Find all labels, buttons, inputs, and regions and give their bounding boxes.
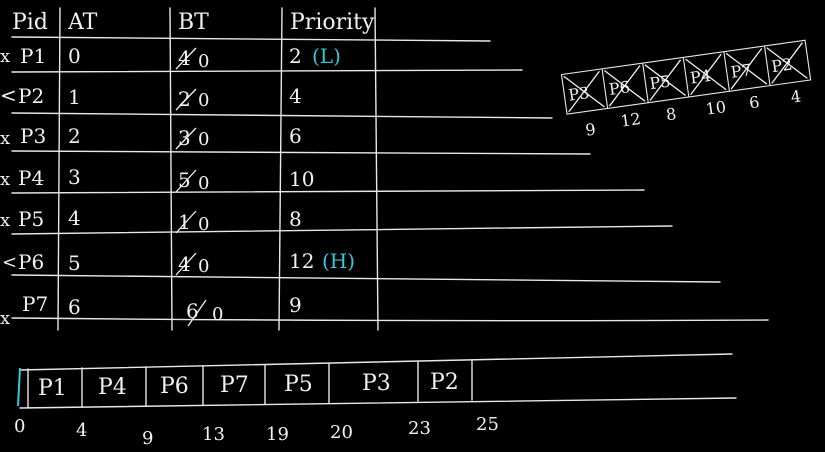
ready-queue-cell [563, 69, 607, 114]
queue-priority-label: 4 [789, 86, 803, 107]
completed-mark: < [0, 83, 17, 107]
ready-queue-cell [645, 57, 689, 102]
ready-queue-cell [767, 43, 808, 84]
cell-at: 3 [68, 165, 81, 189]
row-separator [12, 70, 522, 72]
cell-bt-remaining: 0 [198, 256, 210, 277]
completed-mark: x [0, 46, 11, 67]
queue-priority-label: 8 [664, 104, 678, 125]
cell-at: 1 [68, 85, 81, 109]
queue-priority-label: 12 [619, 109, 643, 131]
cell-bt-remaining: 0 [198, 51, 210, 72]
cell-bt: 5 [178, 168, 191, 192]
completed-mark: x [0, 169, 11, 190]
table-row [0, 83, 302, 111]
cell-pid: P3 [20, 124, 47, 148]
row-separator [12, 113, 552, 118]
ready-queue-cell [685, 52, 729, 97]
gantt-time-tick: 0 [14, 416, 26, 437]
gantt-time-tick: 13 [202, 424, 225, 445]
cell-at: 0 [68, 44, 81, 68]
gantt-time-tick: 23 [408, 418, 431, 439]
gantt-block-label: P2 [430, 370, 459, 395]
queue-divider [683, 57, 689, 97]
cell-pid: P2 [18, 84, 45, 108]
completed-mark: x [0, 128, 11, 149]
table-row [0, 124, 302, 150]
column-divider [170, 8, 172, 330]
gantt-start-marker [18, 368, 20, 406]
queue-cell-label: P2 [770, 54, 794, 77]
row-separator [12, 151, 590, 154]
row-separator [12, 275, 720, 282]
header-pid: Pid [12, 10, 48, 35]
cell-pid: P1 [20, 44, 47, 68]
gantt-time-tick: 25 [476, 414, 499, 435]
queue-priority-label: 9 [584, 119, 597, 140]
queue-cell-label: P5 [648, 71, 672, 94]
completed-mark: < [2, 252, 18, 273]
gantt-time-tick: 9 [142, 428, 154, 449]
queue-priority-label: 10 [704, 97, 728, 119]
cell-priority: 12 [289, 249, 315, 273]
gantt-time-tick: 4 [76, 420, 88, 441]
gantt-bottom-border [20, 398, 736, 408]
cell-priority: 2 [289, 44, 302, 68]
ready-queue [561, 40, 814, 142]
completed-mark: x [0, 210, 11, 231]
ready-queue-cell [726, 46, 770, 91]
queue-divider [764, 46, 770, 86]
cell-at: 4 [68, 206, 81, 230]
gantt-time-tick: 19 [266, 424, 289, 445]
cell-bt: 3 [178, 126, 191, 150]
cell-pid: P5 [18, 207, 45, 231]
cell-pid: P6 [18, 250, 45, 274]
cell-priority-note: (L) [312, 44, 341, 68]
table-row [0, 292, 302, 329]
gantt-chart [14, 354, 736, 449]
cell-bt-remaining: 0 [212, 304, 224, 325]
completed-mark: x [0, 308, 11, 329]
cell-pid: P4 [18, 166, 45, 190]
column-divider [375, 8, 378, 330]
column-divider [279, 8, 282, 330]
queue-divider [643, 63, 649, 103]
cell-priority: 10 [289, 167, 315, 191]
header-priority: Priority [290, 10, 375, 35]
cell-at: 5 [68, 251, 81, 275]
row-separator [12, 190, 644, 193]
cell-bt: 1 [178, 210, 191, 234]
queue-cell-label: P7 [729, 60, 753, 82]
cell-priority: 9 [289, 293, 302, 317]
gantt-block-label: P5 [284, 372, 313, 397]
cell-bt-remaining: 0 [198, 90, 210, 111]
table-header [12, 10, 375, 35]
gantt-block-label: P4 [98, 375, 127, 400]
cell-at: 6 [68, 295, 81, 319]
cell-pid: P7 [22, 292, 49, 316]
queue-cell-label: P4 [688, 65, 713, 88]
gantt-block-label: P6 [160, 374, 189, 399]
cell-bt: 4 [178, 46, 191, 70]
row-separator [12, 226, 672, 234]
queue-cell-label: P3 [567, 82, 591, 105]
cell-priority: 8 [289, 207, 302, 231]
cell-bt-remaining: 0 [198, 214, 210, 235]
column-divider [58, 8, 60, 330]
cell-bt-remaining: 0 [198, 129, 210, 150]
table-row [2, 249, 355, 277]
header-at: AT [68, 10, 98, 35]
cell-priority: 6 [289, 124, 302, 148]
cell-bt: 2 [178, 87, 191, 111]
cell-at: 2 [68, 124, 81, 148]
cell-priority-note: (H) [322, 249, 356, 273]
cell-bt: 4 [178, 252, 191, 276]
gantt-block-label: P7 [220, 373, 249, 398]
queue-cell-label: P6 [607, 77, 632, 99]
header-bt: BT [178, 10, 209, 35]
queue-divider [724, 52, 730, 92]
queue-divider [602, 69, 608, 109]
ready-queue-cell [604, 63, 648, 108]
gantt-block-label: P3 [362, 371, 391, 396]
cell-priority: 4 [289, 84, 302, 108]
gantt-top-border [20, 354, 732, 370]
cell-bt-remaining: 0 [198, 173, 210, 194]
process-table-grid [12, 8, 768, 330]
gantt-block-label: P1 [38, 376, 67, 401]
row-separator [12, 318, 768, 321]
gantt-time-tick: 20 [330, 422, 353, 443]
row-separator [12, 37, 490, 41]
cell-bt: 6 [186, 299, 199, 323]
table-row [0, 165, 314, 194]
queue-priority-label: 6 [747, 92, 761, 113]
